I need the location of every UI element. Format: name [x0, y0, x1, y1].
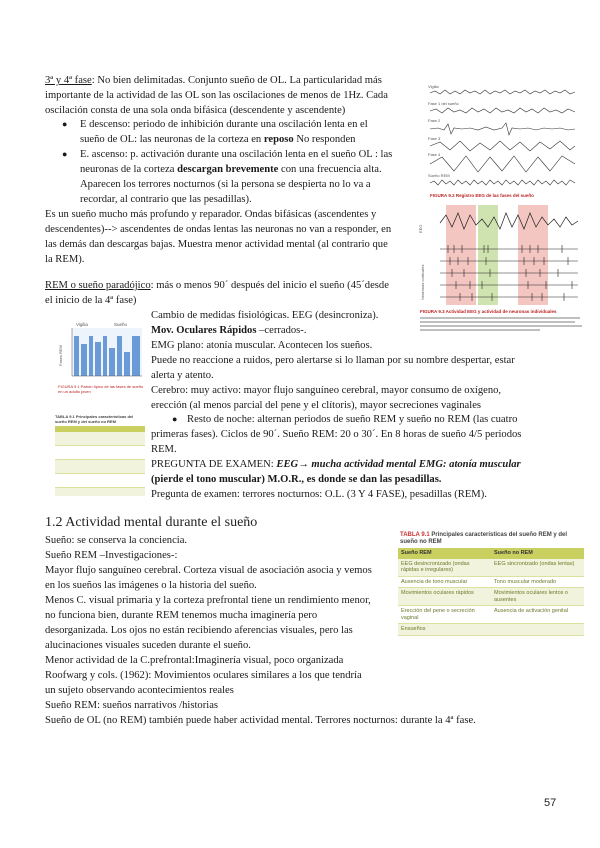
axis-label-neurons: Neuronas corticales [420, 264, 425, 300]
text-line: Mov. Oculares Rápidos –cerrados-. [151, 325, 307, 336]
text-line: recordar, al contrario que las pesadillas). [80, 194, 252, 205]
eeg-trace-rem [430, 180, 575, 185]
small-table-row [55, 446, 145, 460]
table-row [398, 588, 584, 606]
rem-nonrem-table [398, 530, 584, 636]
text-line: Resto de noche: alternan periodos de sueño REM y sueño no REM (las cuatro [187, 414, 518, 425]
table-cell: Tono muscular moderado [494, 578, 557, 585]
text-line: Pregunta de examen: terrores nocturnos: O.L. (3 Y 4 FASE), pesadillas (REM). [151, 489, 487, 500]
table-row [398, 577, 584, 589]
table-cell: Ensueños [401, 626, 426, 632]
table-cell: Ausencia de tono muscular [401, 578, 468, 585]
text-line: Sueño: se conserva la conciencia. [45, 535, 188, 546]
text-line: Mayor flujo sanguíneo cerebral. Corteza visual de asociación asocia y vemos [45, 565, 372, 576]
page-number: 57 [544, 797, 557, 809]
eeg-trace-stage4 [430, 156, 575, 172]
text-line: en los sueños las imágenes o la historia del sueño. [45, 580, 257, 591]
text-line: REM. [151, 444, 177, 455]
eeg-label-rem: Sueño REM [428, 173, 450, 178]
text-line: (pierde el tono muscular) M.O.R., es donde se dan las pesadillas. [151, 474, 442, 485]
small-table-figure [55, 414, 145, 496]
text-line: Aparecen los terrores nocturnos (si la persona se despierta no lo va a [80, 179, 371, 190]
table-row [398, 606, 584, 624]
text-line: Puede no reaccione a ruidos, pero alertarse si lo llaman por su nombre despertar, estar [151, 355, 515, 366]
text-line: oscilación consta de una sola onda bifásica (descendente y ascendente) [45, 105, 346, 116]
table-header-row [398, 548, 584, 559]
paragraph-phase34: 3ª y 4ª fase: No bien delimitadas. Conjunto sueño de OL. La particularidad más [45, 75, 382, 86]
table-cell: Ausencia de activación genital [494, 608, 568, 614]
section-heading: 1.2 Actividad mental durante el sueño [45, 515, 258, 530]
eeg-neurons-svg [418, 205, 588, 310]
table-row [398, 559, 584, 577]
eeg-label-stage2: Fase 2 [428, 118, 441, 123]
hypnogram-left-label: Vigilia [76, 322, 88, 327]
small-table-title: TABLA 9.1 Principales características del sueño REM y del sueño no REM [55, 414, 134, 424]
neurons-figure-caption: FIGURA 9.3 Actividad EEG y actividad de neuronas individuales [420, 309, 557, 314]
neurons-caption-text [420, 316, 586, 333]
phase34-label: 3ª y 4ª fase [45, 75, 92, 86]
table-cell: EEG sincronizado (ondas lentas) [494, 560, 575, 567]
bullet-descenso: E descenso: periodo de inhibición durante una oscilación lenta en el [80, 119, 368, 130]
eeg-figure-caption: FIGURA 9.2 Registro EEG de las fases del sueño [430, 193, 534, 198]
table-body [398, 559, 584, 636]
bullet-ascenso: E. ascenso: p. activación durante una oscilación lenta en el sueño OL : las [80, 149, 393, 160]
table-cell: EEG desincronizado (ondas rápidas e irregulares) [401, 560, 470, 573]
hypnogram-caption: FIGURA 9.1 Patrón típico de las fases de sueño en un adulto joven [58, 384, 144, 394]
small-table-row [55, 474, 145, 488]
text-line: el inicio de la 4ª fase) [45, 295, 137, 306]
text-line: Menos C. visual primaria y la corteza prefrontal tiene un rendimiento menor, [45, 595, 371, 606]
text-line: Cambio de medidas fisiológicas. EEG (desincroniza). [151, 310, 379, 321]
eeg-trace-stage3 [430, 141, 575, 151]
eeg-label-stage1: Fase 1 del sueño [428, 101, 459, 106]
eeg-neurons-figure [418, 205, 588, 333]
text-line: Menor actividad de la C.prefrontal:Imaginería visual, poco organizada [45, 655, 344, 666]
text-line: Sueño REM: sueños narrativos /historias [45, 700, 219, 711]
hypnogram-title: Sueño [114, 322, 128, 327]
text-line: neuronas de la corteza descargan brevemente con una frecuencia alta. [80, 164, 382, 175]
highlight-band-red [446, 205, 476, 305]
hypnogram-y-axis: Fases REM [58, 345, 63, 366]
text-line: Sueño REM –Investigaciones-: [45, 550, 178, 561]
bullet-icon: ● [172, 414, 178, 424]
text-line: Cerebro: muy activo: mayor flujo sanguíneo cerebral, mayor consumo de oxígeno, [151, 385, 502, 396]
bullet-icon: ● [62, 119, 68, 129]
small-table-row [55, 460, 145, 474]
eeg-phases-figure [420, 84, 586, 202]
eeg-label-stage3: Fase 3 [428, 136, 441, 141]
table-header-cell: Sueño REM [401, 550, 432, 556]
text-line: Roofwarg y cols. (1962): Movimientos oculares similares a los que tendría [45, 670, 362, 681]
table-row [398, 624, 584, 636]
text-line: descendentes)--> ascendentes de ondas lentas las neuronas no van a responder, en [45, 224, 392, 235]
bullet-icon: ● [62, 149, 68, 159]
eeg-trace-stage2 [430, 123, 575, 135]
table-header-cell: Sueño no REM [494, 550, 533, 556]
text-line: primeras fases). Ciclos de 90´. Sueño REM: 20 o 30´. En 8 horas de sueño 4/5 periodos [151, 429, 522, 440]
eeg-trace-wake [430, 90, 575, 94]
table-cell: Erección del pene o secreción vaginal [401, 608, 475, 621]
text-line: Sueño de OL (no REM) también puede haber actividad mental. Terrores nocturnos: durante la 4ª fase. [45, 715, 476, 726]
eeg-trace-stage1 [430, 108, 575, 113]
table-cell: Movimientos oculares lentos o ausentes [494, 590, 568, 603]
eeg-label-wake: Vigilia [428, 84, 439, 89]
text-line: alucinaciones visuales suceden durante el sueño. [45, 640, 251, 651]
text-line: desorganizada. Los ojos no están recibiendo aferencias visuales, pero las [45, 625, 353, 636]
text-line: sueño de OL: las neuronas de la corteza en reposo No responden [80, 134, 356, 145]
exam-question: PREGUNTA DE EXAMEN: EEG→ mucha actividad mental EMG: atonía muscular [151, 459, 521, 470]
text-line: la REM). [45, 254, 85, 265]
text-line: erección (al menos parcial del pene y el clítoris), mayor secreciones vaginales [151, 400, 482, 411]
text-line: no funciona bien, durante REM tenemos mucha imaginería pero [45, 610, 318, 621]
table-title: TABLA 9.1 Principales características del sueño REM y del sueño no REM [400, 532, 568, 545]
axis-label-eeg: EEG [418, 224, 423, 233]
text-line: alerta y atento. [151, 370, 214, 381]
hypnogram-figure [58, 322, 144, 394]
eeg-label-stage4: Fase 4 [428, 152, 441, 157]
small-table-row [55, 488, 145, 496]
rem-heading: REM o sueño paradójico: más o menos 90´ después del inicio el sueño (45´desde [45, 280, 389, 291]
text-line: importante de la actividad de las OL son las oscilaciones de menos de 1Hz. Cada [45, 90, 388, 101]
text-line: Es un sueño mucho más profundo y reparador. Ondas bifásicas (ascendentes y [45, 209, 377, 220]
small-table-row [55, 432, 145, 446]
table-cell: Movimientos oculares rápidos [401, 590, 474, 596]
hypnogram-svg [58, 322, 144, 384]
text-line: las demás dan descargas bajas. Muestra menor actividad mental (al contrario que [45, 239, 388, 250]
table-cell [491, 624, 584, 635]
text-line: un sujeto observando acontecimientos reales [45, 685, 234, 696]
text-line: EMG plano: atonía muscular. Acontecen los sueños. [151, 340, 373, 351]
